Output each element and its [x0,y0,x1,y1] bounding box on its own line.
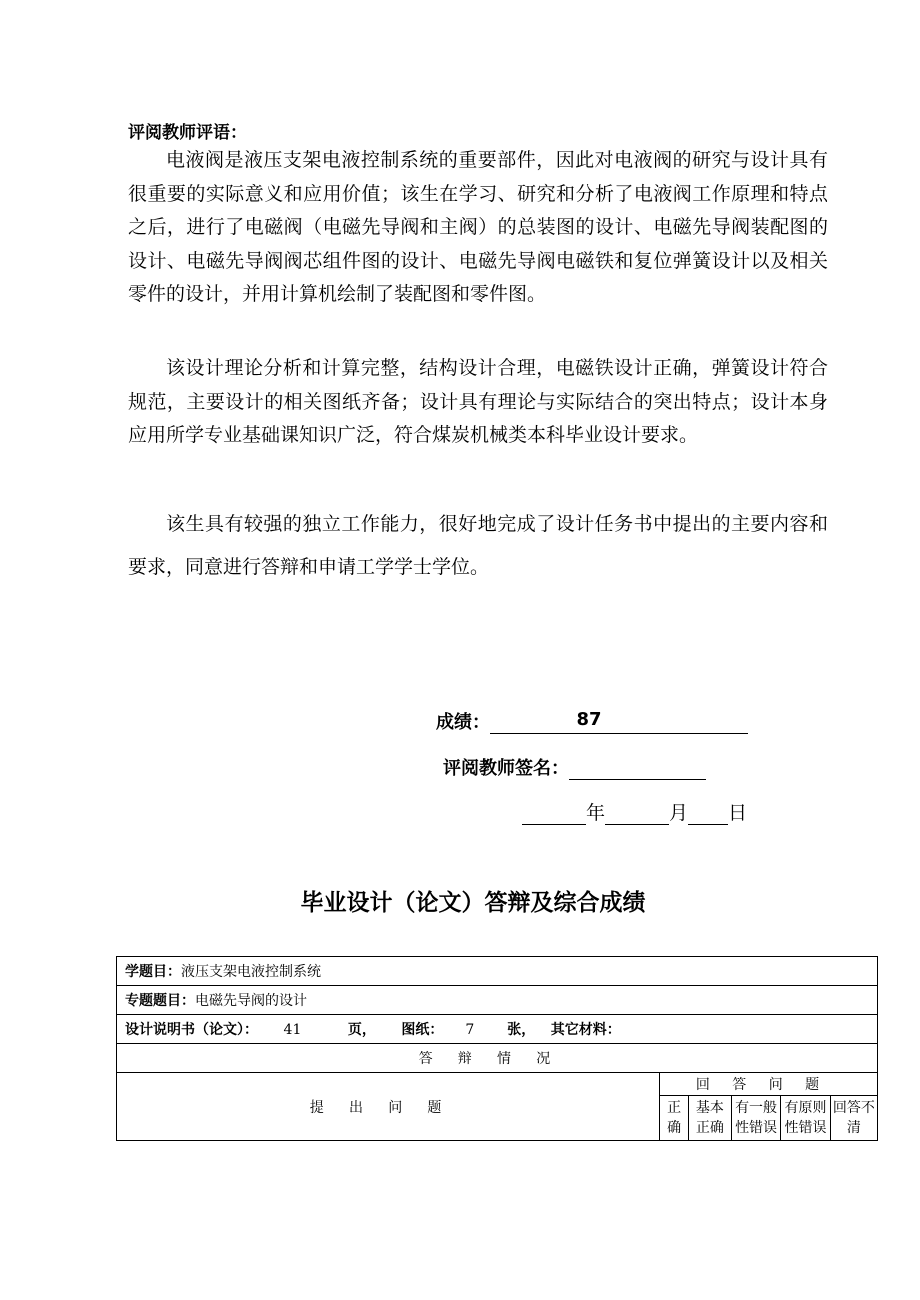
answers-header-row [117,1073,878,1096]
signature-row [443,754,706,780]
topic-value: 液压支架电液控制系统 [181,964,321,980]
grade-label: 成绩： [436,712,490,733]
drawings-unit: 张， [507,1022,536,1038]
pages-unit: 页， [347,1022,376,1038]
drawings-label: 图纸： [401,1022,444,1038]
doc-pages: 41 [283,1022,302,1038]
year-label: 年 [586,802,606,824]
topic-row [117,957,878,986]
review-paragraph-3: 该生具有较强的独立工作能力，很好地完成了设计任务书中提出的主要内容和要求，同意进行答辩和申请工学学士学位。 [128,513,828,578]
signature-field[interactable] [569,757,706,780]
defense-header-row [117,1044,878,1073]
year-field[interactable] [522,802,586,825]
review-heading: 评阅教师评语： [128,123,247,143]
materials-row [117,1015,878,1044]
grade-value: 87 [576,709,602,730]
drawings-count: 7 [465,1022,475,1038]
questions-header: 提出问题 [117,1073,660,1141]
topic-label: 学题目： [125,964,181,980]
answer-col-unclear: 回答不清 [830,1096,877,1141]
answer-col-general-error: 有一般性错误 [731,1096,780,1141]
subtopic-value: 电磁先导阀的设计 [195,993,307,1009]
defense-header: 答辩情况 [117,1044,878,1073]
answer-col-correct: 正确 [660,1096,688,1141]
day-field[interactable] [688,802,728,825]
grade-field[interactable] [490,709,748,734]
month-label: 月 [669,802,689,824]
review-paragraph-1: 电液阀是液压支架电液控制系统的重要部件，因此对电液阀的研究与设计具有很重要的实际意义和应用价值；该生在学习、研究和分析了电液阀工作原理和特点之后，进行了电磁阀（电磁先导阀和主阀）的总装图的设计、电磁先导阀装配图的设计、电磁先导阀阀芯组件图的设计、电磁先导阀电磁铁和复位弹簧设计以及相关零件的设计，并用计算机绘制了装配图和零件图。 [128,149,828,305]
review-paragraph-2: 该设计理论分析和计算完整，结构设计合理，电磁铁设计正确，弹簧设计符合规范，主要设计的相关图纸齐备；设计具有理论与实际结合的突出特点；设计本身应用所学专业基础课知识广泛，符合煤炭机械类本科毕业设计要求。 [128,357,828,446]
month-field[interactable] [605,802,669,825]
grade-row [436,708,748,734]
other-materials-label: 其它材料： [550,1022,621,1038]
answer-col-basically-correct: 基本正确 [688,1096,731,1141]
day-label: 日 [728,802,748,824]
section-title: 毕业设计（论文）答辩及综合成绩 [300,890,646,916]
answers-header: 回答问题 [660,1073,878,1096]
date-row [522,798,747,825]
defense-form-table [116,956,878,1141]
subtopic-label: 专题题目： [125,993,195,1009]
signature-label: 评阅教师签名： [443,758,569,779]
doc-label: 设计说明书（论文）： [125,1022,258,1038]
answer-col-principle-error: 有原则性错误 [781,1096,830,1141]
subtopic-row [117,986,878,1015]
